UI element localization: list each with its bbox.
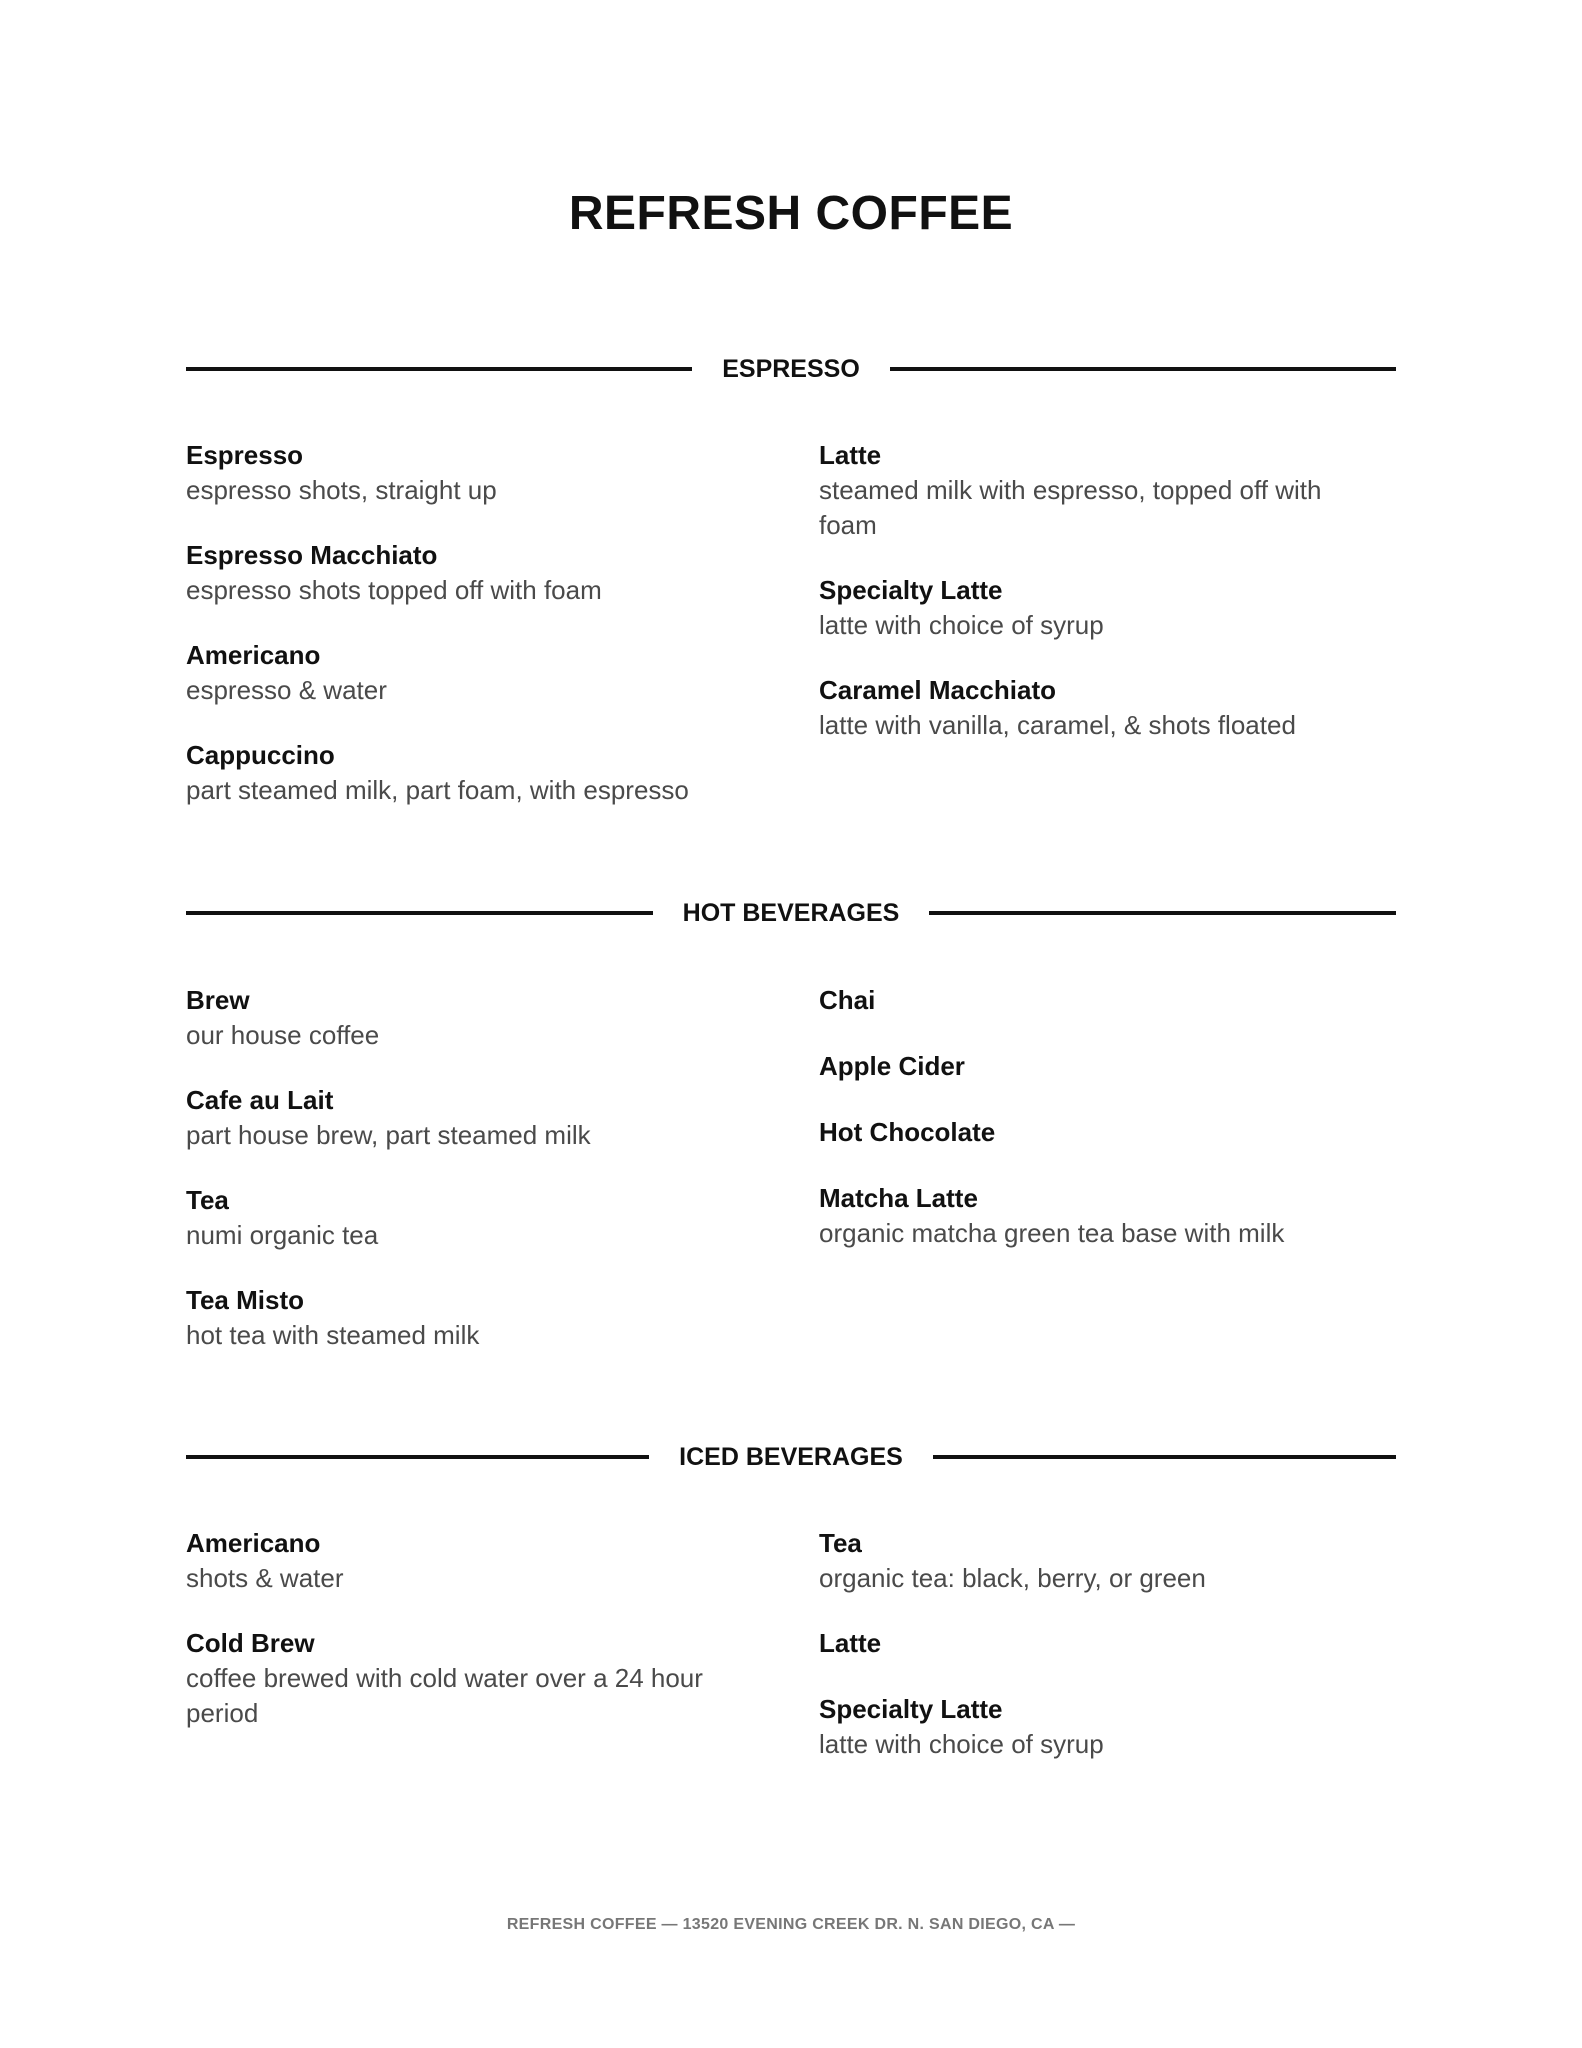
menu-item <box>186 1183 776 1253</box>
menu-item <box>819 438 1379 543</box>
item-description: part house brew, part steamed milk <box>186 1120 591 1150</box>
section-header-iced-beverages <box>186 1437 1396 1477</box>
iced-left-column <box>186 1526 726 1761</box>
item-name: Cafe au Lait <box>186 1085 334 1115</box>
menu-title: REFRESH COFFEE <box>568 187 1014 240</box>
menu-item <box>186 1283 776 1353</box>
divider-line <box>890 367 1396 371</box>
item-name: Apple Cider <box>819 1051 965 1081</box>
item-name: Specialty Latte <box>819 1694 1003 1724</box>
divider-line <box>933 1455 1396 1459</box>
item-description: coffee brewed with cold water over a 24 hour period <box>186 1663 703 1728</box>
item-description: latte with choice of syrup <box>819 1729 1104 1759</box>
item-name: Espresso Macchiato <box>186 540 438 570</box>
section-heading: ICED BEVERAGES <box>679 1442 903 1471</box>
item-name: Matcha Latte <box>819 1183 978 1213</box>
menu-item <box>186 738 776 808</box>
menu-item <box>819 1181 1379 1251</box>
menu-item <box>819 673 1379 743</box>
menu-item <box>819 1626 1379 1661</box>
divider-line <box>186 911 653 915</box>
item-name: Americano <box>186 1528 321 1558</box>
section-heading: ESPRESSO <box>722 354 860 383</box>
item-description: shots & water <box>186 1563 344 1593</box>
menu-item <box>186 1526 726 1596</box>
section-header-hot-beverages <box>186 893 1396 933</box>
item-description: steamed milk with espresso, topped off with foam <box>819 475 1322 540</box>
item-description: espresso shots topped off with foam <box>186 575 602 605</box>
menu-item <box>819 573 1379 643</box>
item-name: Espresso <box>186 440 304 470</box>
item-description: our house coffee <box>186 1020 380 1050</box>
item-description: organic tea: black, berry, or green <box>819 1563 1206 1593</box>
section-header-espresso <box>186 349 1396 389</box>
divider-line <box>186 367 692 371</box>
item-description: hot tea with steamed milk <box>186 1320 480 1350</box>
espresso-right-column <box>819 438 1379 773</box>
item-description: organic matcha green tea base with milk <box>819 1218 1285 1248</box>
section-heading: HOT BEVERAGES <box>682 898 900 927</box>
menu-item <box>819 1692 1379 1762</box>
item-name: Caramel Macchiato <box>819 675 1056 705</box>
item-name: Tea <box>819 1528 862 1558</box>
espresso-left-column <box>186 438 776 838</box>
item-description: latte with vanilla, caramel, & shots floated <box>819 710 1296 740</box>
menu-item <box>819 1526 1379 1596</box>
item-name: Latte <box>819 440 882 470</box>
item-name: Chai <box>819 985 876 1015</box>
item-name: Cappuccino <box>186 740 335 770</box>
menu-item <box>819 1049 1379 1084</box>
item-name: Tea Misto <box>186 1285 304 1315</box>
menu-item <box>186 438 776 508</box>
footer-address: REFRESH COFFEE — 13520 EVENING CREEK DR. N. SAN DIEGO, CA — <box>506 1916 1076 1933</box>
divider-line <box>186 1455 649 1459</box>
item-description: latte with choice of syrup <box>819 610 1104 640</box>
menu-item <box>819 1115 1379 1150</box>
item-description: numi organic tea <box>186 1220 379 1250</box>
iced-right-column <box>819 1526 1379 1792</box>
hot-right-column <box>819 983 1379 1281</box>
menu-item <box>186 983 776 1053</box>
item-name: Americano <box>186 640 321 670</box>
item-description: espresso shots, straight up <box>186 475 497 505</box>
item-description: part steamed milk, part foam, with espresso <box>186 775 689 805</box>
hot-left-column <box>186 983 776 1383</box>
menu-item <box>819 983 1379 1018</box>
item-name: Cold Brew <box>186 1628 315 1658</box>
menu-item <box>186 538 776 608</box>
menu-item <box>186 1083 776 1153</box>
item-name: Brew <box>186 985 250 1015</box>
menu-item <box>186 1626 726 1731</box>
item-description: espresso & water <box>186 675 387 705</box>
item-name: Tea <box>186 1185 229 1215</box>
item-name: Specialty Latte <box>819 575 1003 605</box>
item-name: Hot Chocolate <box>819 1117 996 1147</box>
divider-line <box>929 911 1396 915</box>
item-name: Latte <box>819 1628 882 1658</box>
menu-item <box>186 638 776 708</box>
